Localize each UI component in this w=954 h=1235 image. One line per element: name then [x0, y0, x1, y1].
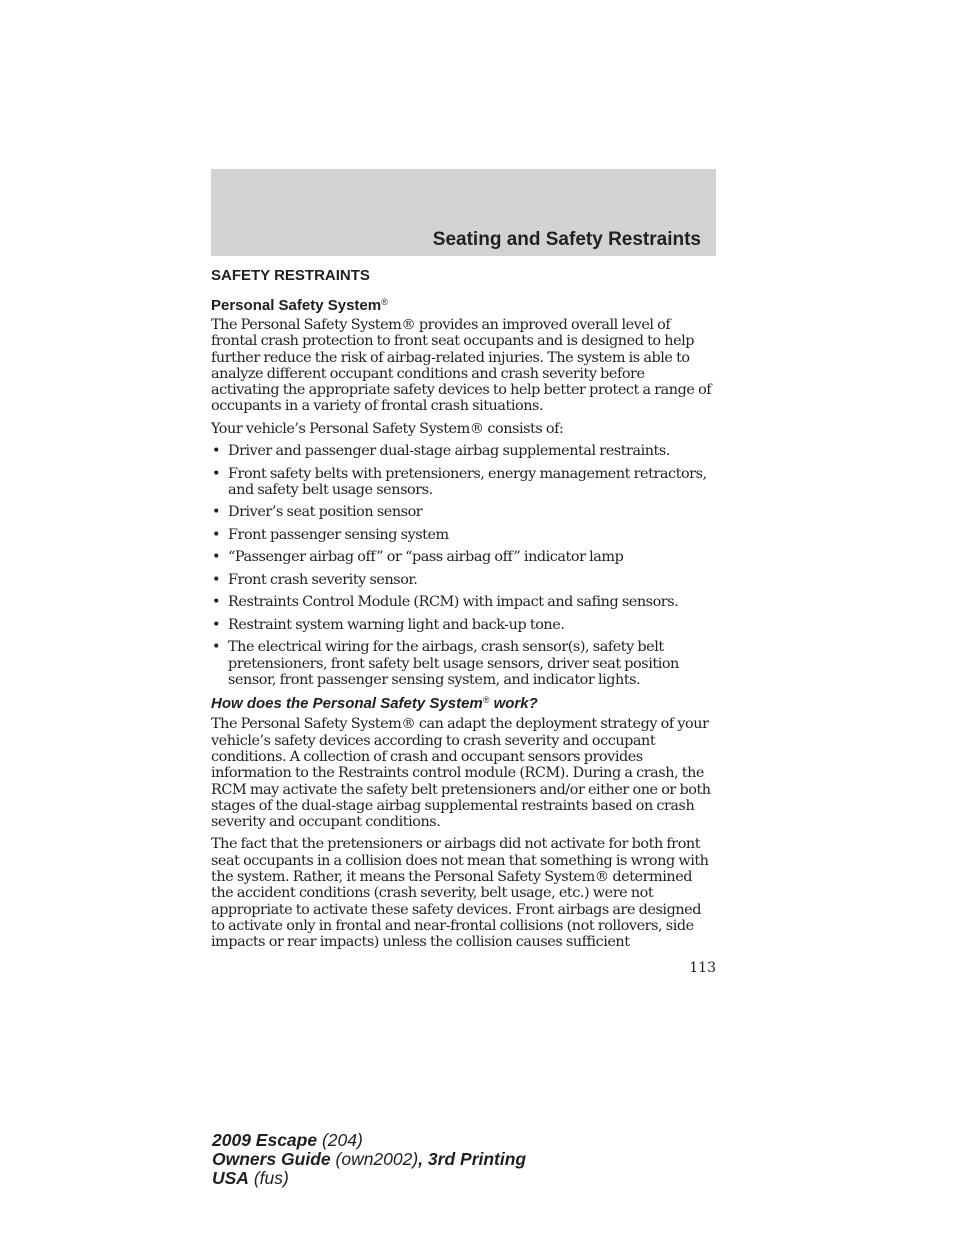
- pss-intro-paragraph: The Personal Safety System® provides an improved overall level of frontal crash protection to front seat occupants and is designed to help further reduce the risk of airbag-related injuries. The system is able to analyze different occupant conditions and crash severity before activating the appropriate safety devices to help better protect a range of occupants in a variety of frontal crash situations.: [211, 317, 712, 415]
- list-item: • Driver’s seat position sensor: [211, 504, 716, 520]
- list-item: • Restraint system warning light and back-up tone.: [211, 617, 716, 633]
- list-item: • Driver and passenger dual-stage airbag supplemental restraints.: [211, 443, 716, 459]
- footer-market-code: (fus): [248, 1168, 289, 1188]
- subsection-title-text: Personal Safety System: [211, 297, 382, 314]
- footer-line-3: [212, 1169, 526, 1188]
- list-item: • The electrical wiring for the airbags, crash sensor(s), safety belt pretensioners, front safety belt usage sensors, driver seat position sensor, front passenger sensing system, and indicator lights.: [211, 639, 716, 688]
- registered-mark: ®: [482, 695, 490, 706]
- list-item: • Front safety belts with pretensioners, energy management retractors, and safety belt usage sensors.: [211, 466, 716, 499]
- header-band: [211, 169, 716, 256]
- footer-guide: Owners Guide: [212, 1149, 331, 1169]
- pss-components-list: [211, 443, 716, 688]
- list-item: • “Passenger airbag off” or “pass airbag off” indicator lamp: [211, 549, 716, 565]
- how-paragraph-1: The Personal Safety System® can adapt the deployment strategy of your vehicle’s safety devices according to crash severity and occupant conditions. A collection of crash and occupant sensors provides information to the Restraints control module (RCM). During a crash, the RCM may activate the safety belt pretensioners and/or either one or both stages of the dual-stage airbag supplemental restraints based on crash severity and occupant conditions.: [211, 716, 711, 831]
- footer-line-1: [212, 1131, 526, 1150]
- list-item: • Restraints Control Module (RCM) with impact and safing sensors.: [211, 594, 716, 610]
- page-number: 113: [689, 960, 716, 976]
- footer-line-2: [212, 1150, 526, 1169]
- list-item: • Front crash severity sensor.: [211, 572, 716, 588]
- footer-market: USA: [212, 1168, 249, 1188]
- footer-guide-code: (own2002): [330, 1149, 419, 1169]
- list-item: • Front passenger sensing system: [211, 527, 716, 543]
- page-content: [211, 266, 716, 956]
- document-footer: [212, 1131, 526, 1188]
- registered-mark: ®: [381, 297, 388, 307]
- chapter-title: Seating and Safety Restraints: [432, 229, 701, 250]
- how-title-part-a: How does the Personal Safety System: [211, 695, 483, 713]
- footer-model: 2009 Escape: [212, 1130, 318, 1150]
- how-paragraph-2: The fact that the pretensioners or airbags did not activate for both front seat occupants in a collision does not mean that something is wrong with the system. Rather, it means the Personal Safety System® determined the accident conditions (crash severity, belt usage, etc.) were not appropriate to activate these safety devices. Front airbags are designed to activate only in frontal and near-frontal collisions (not rollovers, side impacts or rear impacts) unless the collision causes sufficient: [211, 836, 709, 951]
- footer-model-code: (204): [317, 1130, 363, 1150]
- how-title-part-b: work?: [489, 695, 538, 713]
- footer-printing: , 3rd Printing: [418, 1149, 527, 1169]
- subsection-title-how: [211, 694, 716, 713]
- pss-consists-paragraph: Your vehicle’s Personal Safety System® consists of:: [211, 420, 564, 437]
- section-title: SAFETY RESTRAINTS: [211, 267, 370, 284]
- subsection-title-pss: [211, 296, 716, 315]
